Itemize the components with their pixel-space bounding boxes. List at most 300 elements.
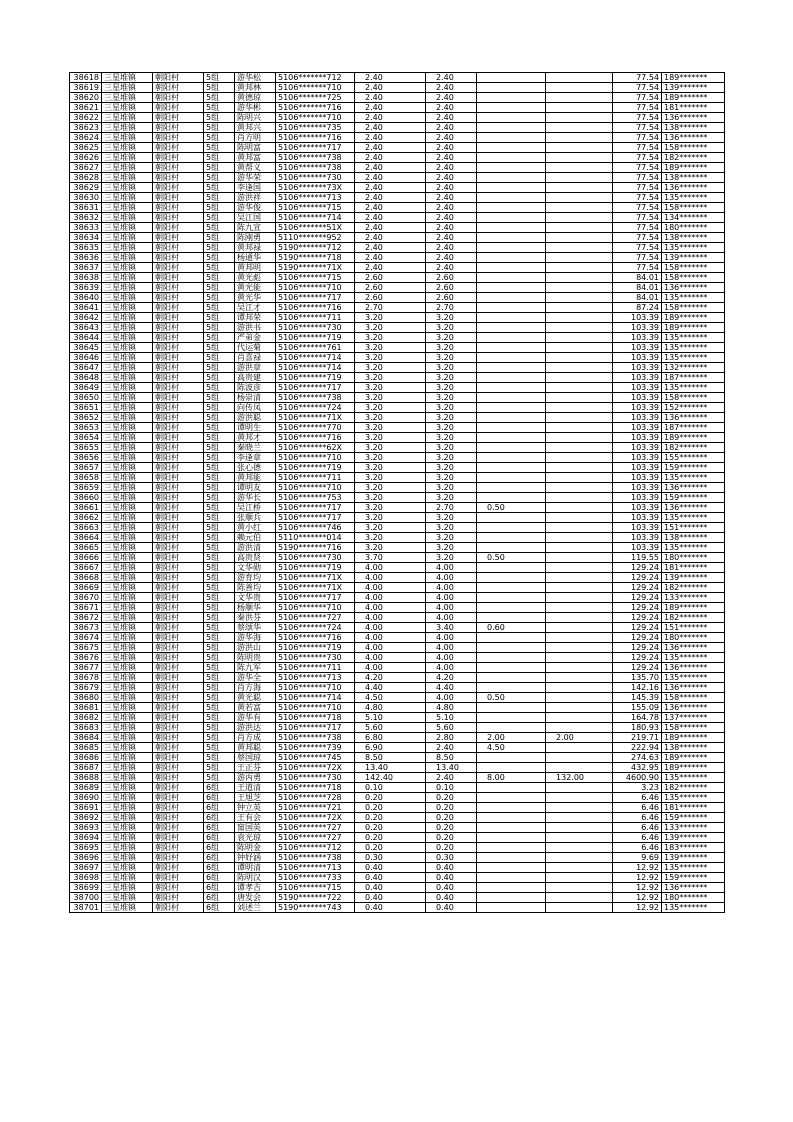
phone-cell: 189******* [662, 93, 725, 103]
row-number-cell: 38662 [70, 513, 102, 523]
amount-cell: 77.54 [613, 223, 662, 233]
village-cell: 朝阳村 [153, 203, 204, 213]
id-number-cell: 5106*******710 [276, 113, 355, 123]
id-number-cell: 5106*******712 [276, 843, 355, 853]
value-d-cell [546, 363, 613, 373]
value-c-cell [477, 533, 546, 543]
value-a-cell: 0.20 [355, 823, 426, 833]
amount-cell: 77.54 [613, 73, 662, 83]
value-c-cell [477, 103, 546, 113]
value-b-cell: 0.30 [426, 853, 477, 863]
group-cell: 5组 [204, 613, 235, 623]
town-cell: 三星堆镇 [102, 323, 153, 333]
id-number-cell: 5106*******730 [276, 173, 355, 183]
value-b-cell: 2.40 [426, 743, 477, 753]
town-cell: 三星堆镇 [102, 733, 153, 743]
table-row [70, 663, 725, 673]
town-cell: 三星堆镇 [102, 163, 153, 173]
id-number-cell: 5106*******724 [276, 403, 355, 413]
town-cell: 三星堆镇 [102, 763, 153, 773]
town-cell: 三星堆镇 [102, 443, 153, 453]
group-cell: 5组 [204, 103, 235, 113]
amount-cell: 84.01 [613, 273, 662, 283]
id-number-cell: 5106*******71X [276, 413, 355, 423]
value-c-cell [477, 283, 546, 293]
value-d-cell [546, 523, 613, 533]
table-row [70, 393, 725, 403]
id-number-cell: 5190*******743 [276, 903, 355, 913]
value-a-cell: 3.20 [355, 433, 426, 443]
value-c-cell [477, 833, 546, 843]
amount-cell: 77.54 [613, 83, 662, 93]
id-number-cell: 5106*******716 [276, 103, 355, 113]
village-cell: 朝阳村 [153, 833, 204, 843]
amount-cell: 12.92 [613, 863, 662, 873]
table-row [70, 593, 725, 603]
row-number-cell: 38690 [70, 793, 102, 803]
value-d-cell [546, 213, 613, 223]
town-cell: 三星堆镇 [102, 453, 153, 463]
value-a-cell: 4.00 [355, 583, 426, 593]
row-number-cell: 38675 [70, 643, 102, 653]
town-cell: 三星堆镇 [102, 343, 153, 353]
row-number-cell: 38630 [70, 193, 102, 203]
name-cell: 刘述兰 [235, 903, 276, 913]
group-cell: 6组 [204, 893, 235, 903]
value-a-cell: 4.00 [355, 633, 426, 643]
town-cell: 三星堆镇 [102, 863, 153, 873]
group-cell: 5组 [204, 493, 235, 503]
row-number-cell: 38687 [70, 763, 102, 773]
id-number-cell: 5106*******728 [276, 793, 355, 803]
village-cell: 朝阳村 [153, 593, 204, 603]
value-d-cell [546, 413, 613, 423]
value-a-cell: 3.70 [355, 553, 426, 563]
value-d-cell [546, 763, 613, 773]
village-cell: 朝阳村 [153, 523, 204, 533]
town-cell: 三星堆镇 [102, 483, 153, 493]
town-cell: 三星堆镇 [102, 713, 153, 723]
amount-cell: 77.54 [613, 153, 662, 163]
name-cell: 肖方成 [235, 733, 276, 743]
value-c-cell [477, 373, 546, 383]
value-b-cell: 3.20 [426, 363, 477, 373]
group-cell: 6组 [204, 883, 235, 893]
group-cell: 5组 [204, 593, 235, 603]
table-row [70, 443, 725, 453]
id-number-cell: 5106*******761 [276, 343, 355, 353]
table-row [70, 743, 725, 753]
value-d-cell [546, 353, 613, 363]
id-number-cell: 5106*******73X [276, 183, 355, 193]
value-c-cell [477, 593, 546, 603]
village-cell: 朝阳村 [153, 153, 204, 163]
town-cell: 三星堆镇 [102, 273, 153, 283]
value-d-cell [546, 113, 613, 123]
row-number-cell: 38640 [70, 293, 102, 303]
group-cell: 5组 [204, 193, 235, 203]
value-a-cell: 3.20 [355, 373, 426, 383]
row-number-cell: 38694 [70, 833, 102, 843]
group-cell: 6组 [204, 853, 235, 863]
phone-cell: 138******* [662, 123, 725, 133]
village-cell: 朝阳村 [153, 823, 204, 833]
village-cell: 朝阳村 [153, 143, 204, 153]
phone-cell: 136******* [662, 503, 725, 513]
value-a-cell: 3.20 [355, 513, 426, 523]
town-cell: 三星堆镇 [102, 233, 153, 243]
value-a-cell: 3.20 [355, 413, 426, 423]
phone-cell: 158******* [662, 263, 725, 273]
group-cell: 5组 [204, 693, 235, 703]
value-c-cell [477, 463, 546, 473]
name-cell: 游华有 [235, 713, 276, 723]
amount-cell: 164.78 [613, 713, 662, 723]
row-number-cell: 38695 [70, 843, 102, 853]
value-a-cell: 2.60 [355, 273, 426, 283]
phone-cell: 139******* [662, 853, 725, 863]
value-d-cell [546, 723, 613, 733]
village-cell: 朝阳村 [153, 863, 204, 873]
value-b-cell: 3.20 [426, 463, 477, 473]
group-cell: 5组 [204, 203, 235, 213]
table-row [70, 213, 725, 223]
value-d-cell [546, 573, 613, 583]
table-row [70, 183, 725, 193]
row-number-cell: 38648 [70, 373, 102, 383]
group-cell: 5组 [204, 523, 235, 533]
value-a-cell: 3.20 [355, 473, 426, 483]
value-a-cell: 4.00 [355, 653, 426, 663]
value-b-cell: 2.70 [426, 503, 477, 513]
table-row [70, 683, 725, 693]
town-cell: 三星堆镇 [102, 533, 153, 543]
town-cell: 三星堆镇 [102, 223, 153, 233]
row-number-cell: 38671 [70, 603, 102, 613]
village-cell: 朝阳村 [153, 313, 204, 323]
group-cell: 5组 [204, 423, 235, 433]
village-cell: 朝阳村 [153, 403, 204, 413]
group-cell: 6组 [204, 903, 235, 913]
phone-cell: 136******* [662, 703, 725, 713]
phone-cell: 136******* [662, 663, 725, 673]
phone-cell: 182******* [662, 153, 725, 163]
group-cell: 5组 [204, 573, 235, 583]
phone-cell: 182******* [662, 583, 725, 593]
phone-cell: 135******* [662, 243, 725, 253]
value-c-cell [477, 323, 546, 333]
town-cell: 三星堆镇 [102, 153, 153, 163]
value-a-cell: 3.20 [355, 313, 426, 323]
table-row [70, 713, 725, 723]
row-number-cell: 38644 [70, 333, 102, 343]
id-number-cell: 5106*******51X [276, 223, 355, 233]
phone-cell: 139******* [662, 253, 725, 263]
name-cell: 黄小红 [235, 523, 276, 533]
value-d-cell [546, 83, 613, 93]
table-row [70, 793, 725, 803]
value-d-cell [546, 303, 613, 313]
village-cell: 朝阳村 [153, 743, 204, 753]
value-a-cell: 4.80 [355, 703, 426, 713]
value-c-cell [477, 793, 546, 803]
village-cell: 朝阳村 [153, 413, 204, 423]
row-number-cell: 38632 [70, 213, 102, 223]
value-b-cell: 2.40 [426, 253, 477, 263]
row-number-cell: 38701 [70, 903, 102, 913]
town-cell: 三星堆镇 [102, 363, 153, 373]
amount-cell: 77.54 [613, 183, 662, 193]
value-c-cell [477, 473, 546, 483]
table-row [70, 433, 725, 443]
village-cell: 朝阳村 [153, 333, 204, 343]
value-b-cell: 2.40 [426, 153, 477, 163]
group-cell: 5组 [204, 223, 235, 233]
group-cell: 5组 [204, 323, 235, 333]
value-c-cell [477, 243, 546, 253]
group-cell: 5组 [204, 503, 235, 513]
value-d-cell [546, 613, 613, 623]
phone-cell: 134******* [662, 213, 725, 223]
name-cell: 黄邦才 [235, 433, 276, 443]
name-cell: 游华彬 [235, 103, 276, 113]
group-cell: 5组 [204, 633, 235, 643]
value-c-cell [477, 613, 546, 623]
row-number-cell: 38645 [70, 343, 102, 353]
amount-cell: 129.24 [613, 613, 662, 623]
name-cell: 陈波彦 [235, 383, 276, 393]
row-number-cell: 38619 [70, 83, 102, 93]
value-d-cell [546, 623, 613, 633]
table-row [70, 93, 725, 103]
group-cell: 5组 [204, 413, 235, 423]
name-cell: 游育均 [235, 573, 276, 583]
table-row [70, 643, 725, 653]
value-c-cell [477, 523, 546, 533]
village-cell: 朝阳村 [153, 903, 204, 913]
group-cell: 6组 [204, 793, 235, 803]
id-number-cell: 5106*******727 [276, 613, 355, 623]
value-c-cell [477, 753, 546, 763]
value-b-cell: 2.70 [426, 303, 477, 313]
phone-cell: 135******* [662, 863, 725, 873]
amount-cell: 103.39 [613, 353, 662, 363]
town-cell: 三星堆镇 [102, 853, 153, 863]
name-cell: 肖方明 [235, 133, 276, 143]
phone-cell: 133******* [662, 823, 725, 833]
value-d-cell [546, 173, 613, 183]
row-number-cell: 38680 [70, 693, 102, 703]
phone-cell: 187******* [662, 373, 725, 383]
group-cell: 5组 [204, 753, 235, 763]
value-c-cell [477, 253, 546, 263]
table-row [70, 333, 725, 343]
id-number-cell: 5106*******713 [276, 193, 355, 203]
name-cell: 甯国英 [235, 823, 276, 833]
village-cell: 朝阳村 [153, 383, 204, 393]
value-c-cell [477, 453, 546, 463]
value-a-cell: 3.20 [355, 453, 426, 463]
name-cell: 向传凤 [235, 403, 276, 413]
id-number-cell: 5106*******724 [276, 623, 355, 633]
value-c-cell [477, 353, 546, 363]
amount-cell: 103.39 [613, 323, 662, 333]
amount-cell: 3.23 [613, 783, 662, 793]
value-c-cell [477, 143, 546, 153]
name-cell: 高贵贤 [235, 553, 276, 563]
value-a-cell: 2.40 [355, 233, 426, 243]
table-row [70, 863, 725, 873]
amount-cell: 77.54 [613, 173, 662, 183]
town-cell: 三星堆镇 [102, 543, 153, 553]
id-number-cell: 5106*******71X [276, 583, 355, 593]
row-number-cell: 38686 [70, 753, 102, 763]
group-cell: 5组 [204, 113, 235, 123]
value-c-cell [477, 783, 546, 793]
value-a-cell: 3.20 [355, 543, 426, 553]
id-number-cell: 5106*******714 [276, 213, 355, 223]
row-number-cell: 38678 [70, 673, 102, 683]
value-c-cell [477, 723, 546, 733]
id-number-cell: 5106*******711 [276, 313, 355, 323]
town-cell: 三星堆镇 [102, 693, 153, 703]
phone-cell: 136******* [662, 113, 725, 123]
town-cell: 三星堆镇 [102, 183, 153, 193]
phone-cell: 155******* [662, 453, 725, 463]
table-row [70, 673, 725, 683]
row-number-cell: 38684 [70, 733, 102, 743]
row-number-cell: 38634 [70, 233, 102, 243]
group-cell: 5组 [204, 303, 235, 313]
value-a-cell: 0.10 [355, 783, 426, 793]
row-number-cell: 38622 [70, 113, 102, 123]
value-a-cell: 2.40 [355, 183, 426, 193]
amount-cell: 12.92 [613, 893, 662, 903]
name-cell: 蔡国琼 [235, 753, 276, 763]
value-a-cell: 0.20 [355, 843, 426, 853]
amount-cell: 103.39 [613, 413, 662, 423]
village-cell: 朝阳村 [153, 113, 204, 123]
value-c-cell [477, 273, 546, 283]
value-b-cell: 3.20 [426, 513, 477, 523]
row-number-cell: 38691 [70, 803, 102, 813]
table-row [70, 103, 725, 113]
value-a-cell: 3.20 [355, 383, 426, 393]
village-cell: 朝阳村 [153, 693, 204, 703]
id-number-cell: 5106*******717 [276, 143, 355, 153]
row-number-cell: 38635 [70, 243, 102, 253]
value-b-cell: 2.40 [426, 203, 477, 213]
group-cell: 5组 [204, 293, 235, 303]
value-d-cell [546, 893, 613, 903]
phone-cell: 135******* [662, 193, 725, 203]
id-number-cell: 5106*******738 [276, 733, 355, 743]
name-cell: 陈九宣 [235, 223, 276, 233]
town-cell: 三星堆镇 [102, 753, 153, 763]
row-number-cell: 38623 [70, 123, 102, 133]
phone-cell: 159******* [662, 813, 725, 823]
value-d-cell [546, 273, 613, 283]
value-b-cell: 4.00 [426, 643, 477, 653]
row-number-cell: 38697 [70, 863, 102, 873]
town-cell: 三星堆镇 [102, 473, 153, 483]
village-cell: 朝阳村 [153, 573, 204, 583]
value-c-cell: 0.60 [477, 623, 546, 633]
town-cell: 三星堆镇 [102, 833, 153, 843]
amount-cell: 103.39 [613, 373, 662, 383]
value-c-cell [477, 673, 546, 683]
row-number-cell: 38672 [70, 613, 102, 623]
phone-cell: 158******* [662, 143, 725, 153]
row-number-cell: 38674 [70, 633, 102, 643]
value-b-cell: 4.00 [426, 603, 477, 613]
value-a-cell: 0.20 [355, 793, 426, 803]
phone-cell: 159******* [662, 873, 725, 883]
value-c-cell: 0.50 [477, 693, 546, 703]
id-number-cell: 5106*******714 [276, 363, 355, 373]
value-c-cell [477, 633, 546, 643]
amount-cell: 77.54 [613, 253, 662, 263]
phone-cell: 138******* [662, 743, 725, 753]
id-number-cell: 5190*******722 [276, 893, 355, 903]
phone-cell: 139******* [662, 833, 725, 843]
name-cell: 钟妤涵 [235, 853, 276, 863]
row-number-cell: 38688 [70, 773, 102, 783]
value-c-cell [477, 883, 546, 893]
village-cell: 朝阳村 [153, 773, 204, 783]
id-number-cell: 5106*******719 [276, 333, 355, 343]
value-d-cell [546, 293, 613, 303]
value-b-cell: 2.40 [426, 243, 477, 253]
value-b-cell: 3.20 [426, 313, 477, 323]
value-d-cell: 132.00 [546, 773, 613, 783]
town-cell: 三星堆镇 [102, 523, 153, 533]
table-row [70, 873, 725, 883]
table-row [70, 153, 725, 163]
name-cell: 赖元伯 [235, 533, 276, 543]
name-cell: 游华海 [235, 633, 276, 643]
value-d-cell [546, 643, 613, 653]
table-row [70, 293, 725, 303]
table-row [70, 763, 725, 773]
amount-cell: 129.24 [613, 663, 662, 673]
phone-cell: 189******* [662, 763, 725, 773]
value-c-cell [477, 803, 546, 813]
value-b-cell: 2.40 [426, 123, 477, 133]
value-b-cell: 2.40 [426, 113, 477, 123]
value-a-cell: 6.90 [355, 743, 426, 753]
amount-cell: 103.39 [613, 503, 662, 513]
value-b-cell: 3.20 [426, 403, 477, 413]
name-cell: 谭明友 [235, 483, 276, 493]
village-cell: 朝阳村 [153, 123, 204, 133]
name-cell: 谭孝吉 [235, 883, 276, 893]
row-number-cell: 38677 [70, 663, 102, 673]
amount-cell: 274.63 [613, 753, 662, 763]
amount-cell: 6.46 [613, 793, 662, 803]
id-number-cell: 5106*******714 [276, 353, 355, 363]
table-row [70, 903, 725, 913]
id-number-cell: 5106*******710 [276, 483, 355, 493]
value-b-cell: 4.00 [426, 593, 477, 603]
value-d-cell [546, 403, 613, 413]
name-cell: 王正芬 [235, 763, 276, 773]
village-cell: 朝阳村 [153, 843, 204, 853]
name-cell: 游洪清 [235, 543, 276, 553]
value-d-cell [546, 283, 613, 293]
value-d-cell [546, 583, 613, 593]
amount-cell: 6.46 [613, 813, 662, 823]
